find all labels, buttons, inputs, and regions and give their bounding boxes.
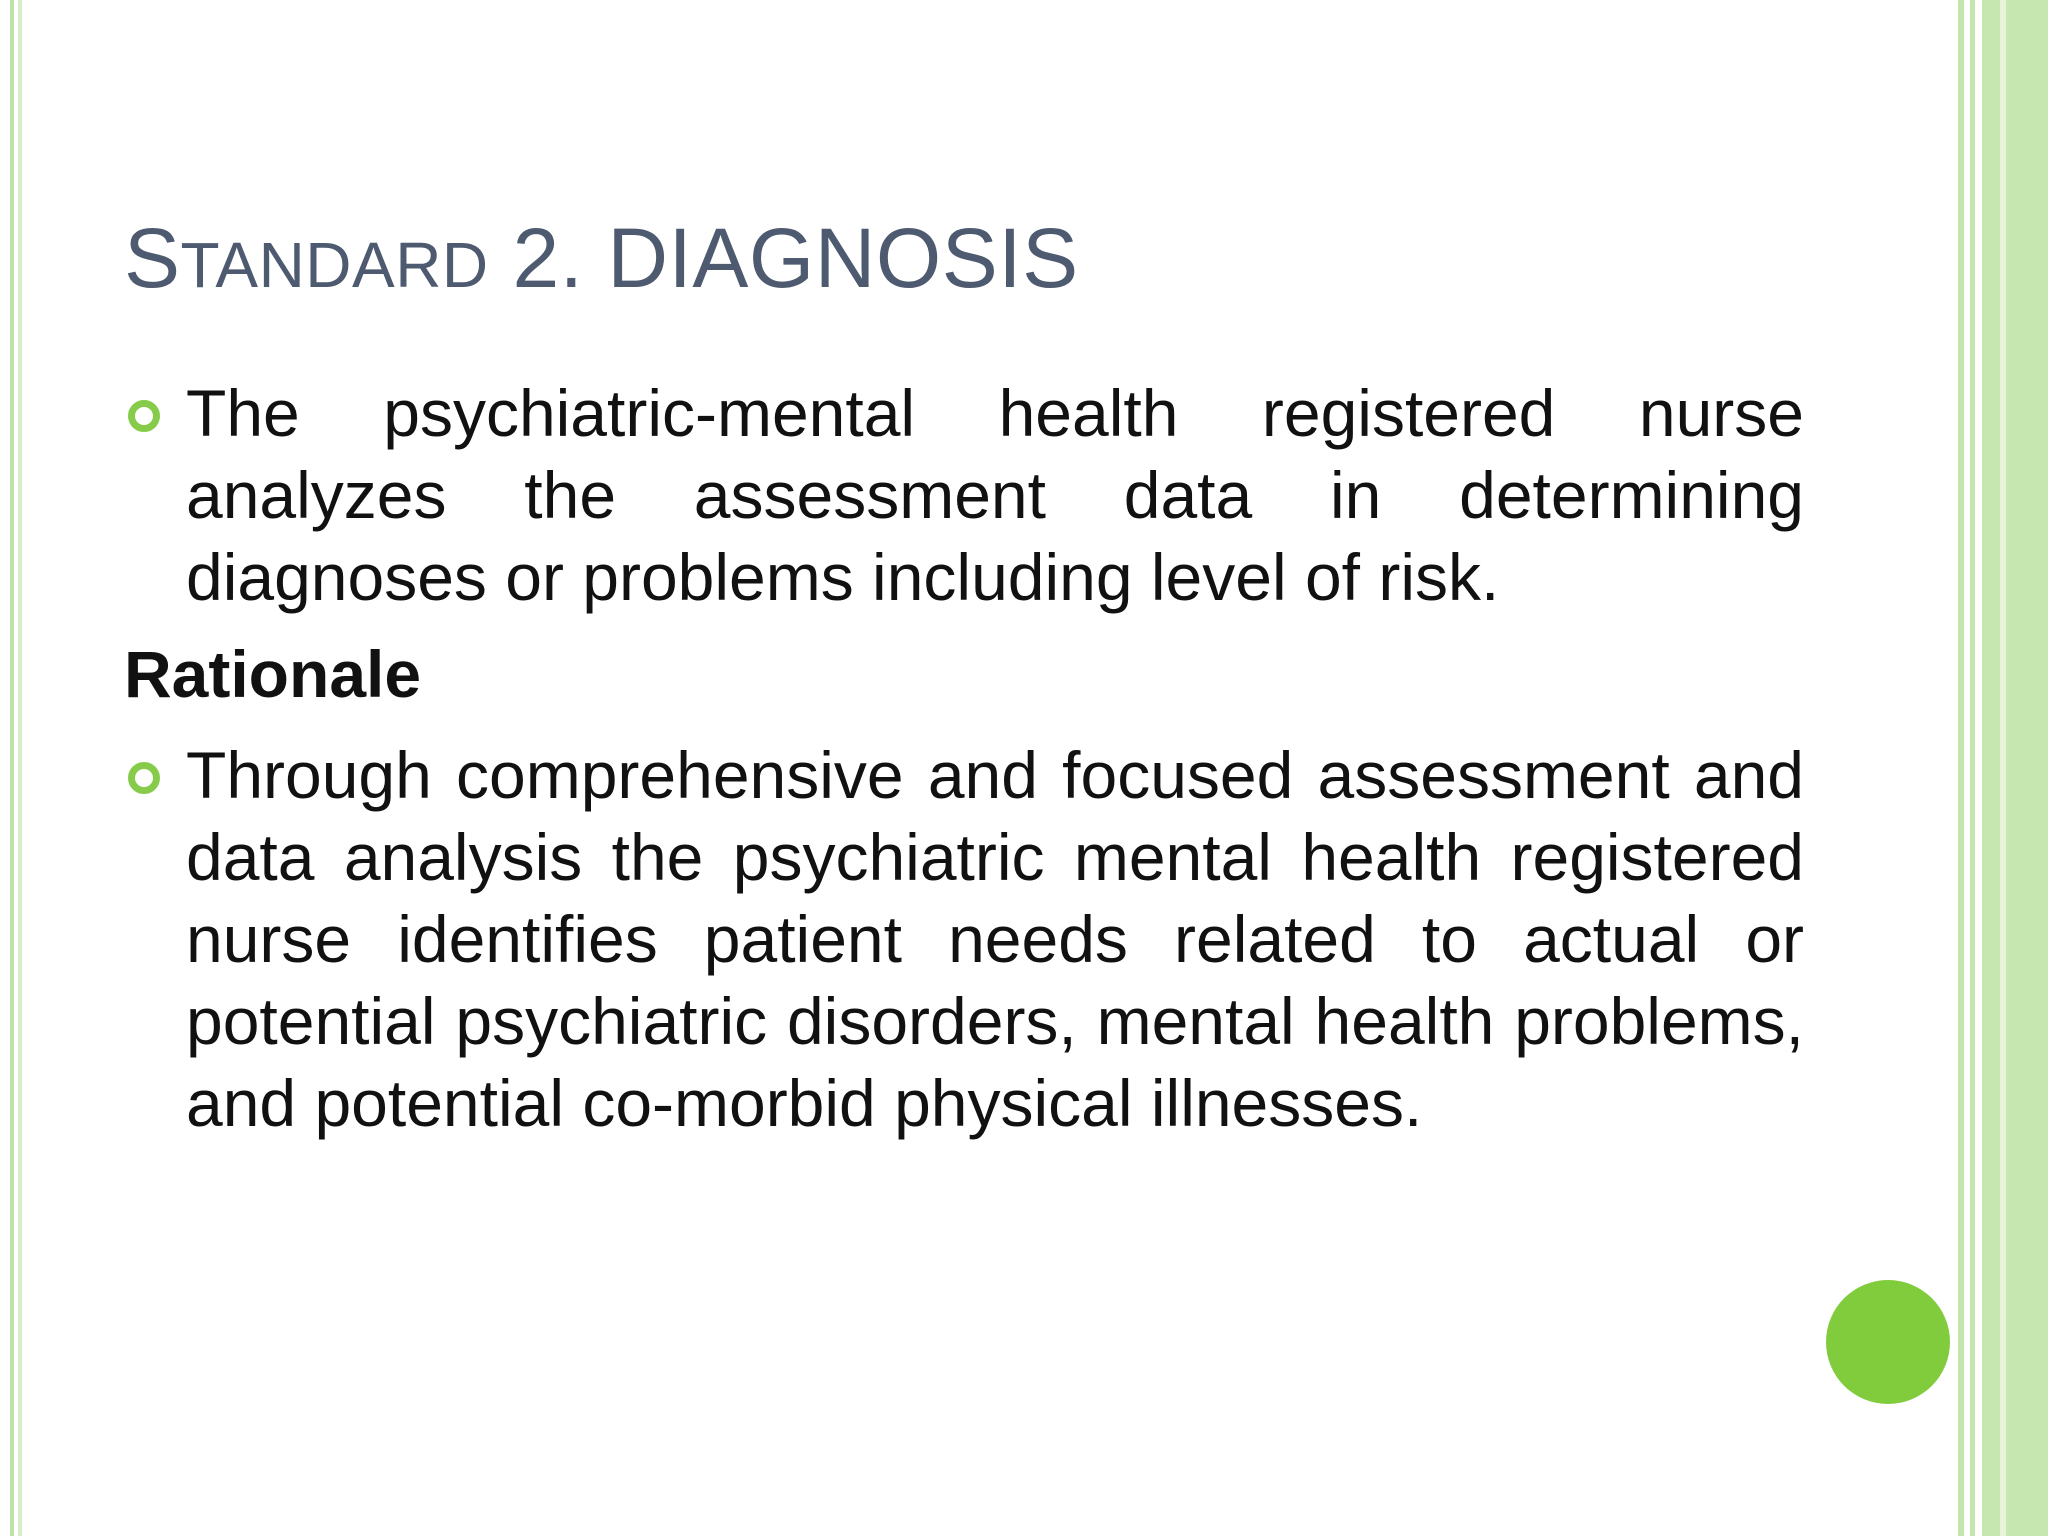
title-small-caps: TANDARD [180, 229, 489, 301]
bullet-text-1: The psychiatric-mental health registered nurse analyzes the assessment data in determining diagnoses or problems including level of risk. [186, 376, 1804, 614]
decorative-green-circle [1826, 1280, 1950, 1404]
left-border-line [10, 0, 14, 1536]
bullet-text-2: Through comprehensive and focused assessment and data analysis the psychiatric mental health registered nurse identifies patient needs related to actual or potential psychiatric disorders, mental health problems, and potential co-morbid physical illnesses. [186, 738, 1804, 1140]
bullet-item-1 [124, 372, 1804, 618]
left-border-line-inner [18, 0, 22, 1536]
right-border-line-2 [1970, 0, 1975, 1536]
right-border-line [1958, 0, 1964, 1536]
title-rest: 2. DIAGNOSIS [488, 211, 1079, 305]
bullet-item-2 [124, 734, 1804, 1144]
title-first-letter: S [124, 211, 181, 305]
bullet-ring-icon [128, 762, 160, 794]
slide-title [124, 210, 1079, 307]
right-border-band-outer [2006, 0, 2048, 1536]
right-border-band [1982, 0, 2000, 1536]
rationale-heading: Rationale [124, 637, 422, 711]
bullet-ring-icon [128, 400, 160, 432]
